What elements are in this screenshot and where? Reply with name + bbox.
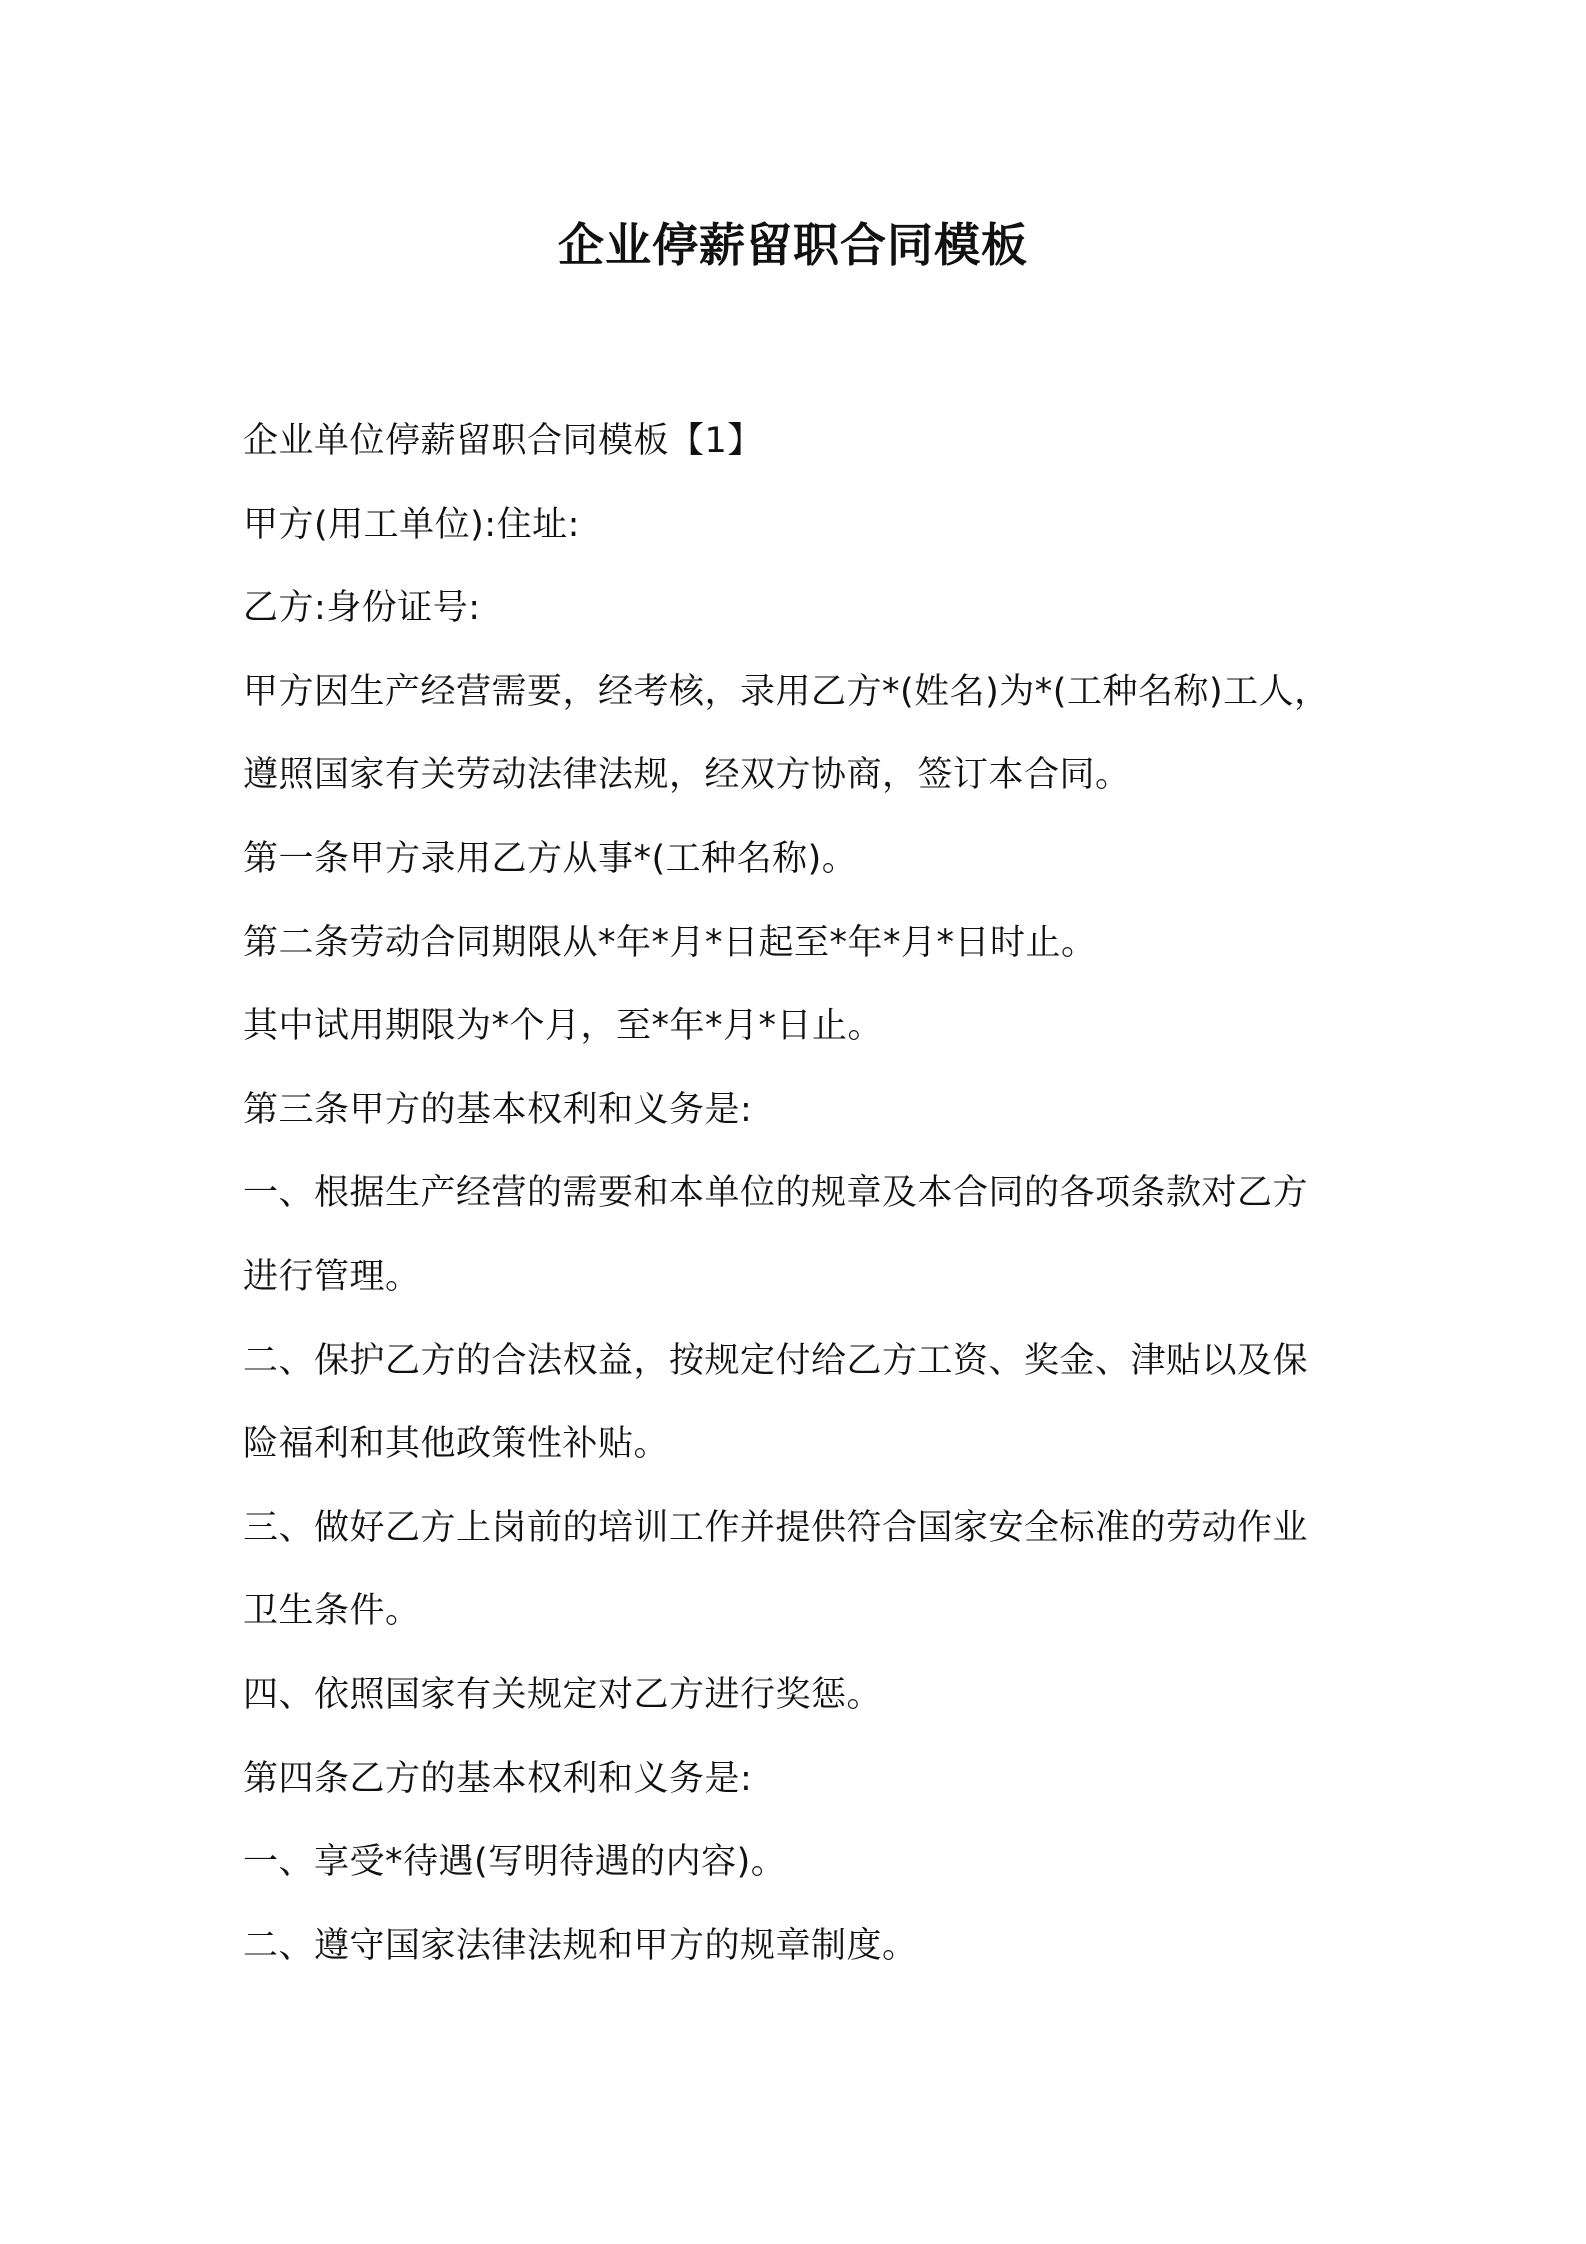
preamble-line-2: 遵照国家有关劳动法律法规，经双方协商，签订本合同。 — [243, 755, 1131, 796]
party-b-line: 乙方:身份证号: — [243, 588, 481, 629]
article-4-item-2: 二、遵守国家法律法规和甲方的规章制度。 — [243, 1925, 918, 1966]
article-4-item-1: 一、享受*待遇(写明待遇的内容)。 — [243, 1842, 787, 1883]
article-3-item-2-line-2: 险福利和其他政策性补贴。 — [243, 1424, 670, 1465]
article-3-item-1-line-2: 进行管理。 — [243, 1256, 421, 1297]
party-a-line: 甲方(用工单位):住址: — [243, 504, 580, 545]
subtitle-line: 企业单位停薪留职合同模板【1】 — [243, 421, 763, 461]
article-3-item-4: 四、依照国家有关规定对乙方进行奖惩。 — [243, 1674, 883, 1715]
article-3-item-3-line-2: 卫生条件。 — [243, 1591, 421, 1632]
article-3-heading: 第三条甲方的基本权利和义务是: — [243, 1089, 753, 1130]
probation-line: 其中试用期限为*个月，至*年*月*日止。 — [243, 1006, 884, 1047]
article-3-item-3-line-1: 三、做好乙方上岗前的培训工作并提供符合国家安全标准的劳动作业 — [243, 1507, 1309, 1548]
article-4-heading: 第四条乙方的基本权利和义务是: — [243, 1758, 753, 1799]
preamble-line-1: 甲方因生产经营需要，经考核，录用乙方*(姓名)为*(工种名称)工人， — [243, 671, 1330, 712]
article-3-item-2-line-1: 二、保护乙方的合法权益，按规定付给乙方工资、奖金、津贴以及保 — [243, 1340, 1309, 1381]
article-3-item-1-line-1: 一、根据生产经营的需要和本单位的规章及本合同的各项条款对乙方 — [243, 1173, 1309, 1214]
article-1-line: 第一条甲方录用乙方从事*(工种名称)。 — [243, 838, 858, 879]
document-body — [243, 400, 1373, 1988]
article-2-line: 第二条劳动合同期限从*年*月*日起至*年*月*日时止。 — [243, 922, 1097, 963]
document-title: 企业停薪留职合同模板 — [558, 218, 1028, 272]
